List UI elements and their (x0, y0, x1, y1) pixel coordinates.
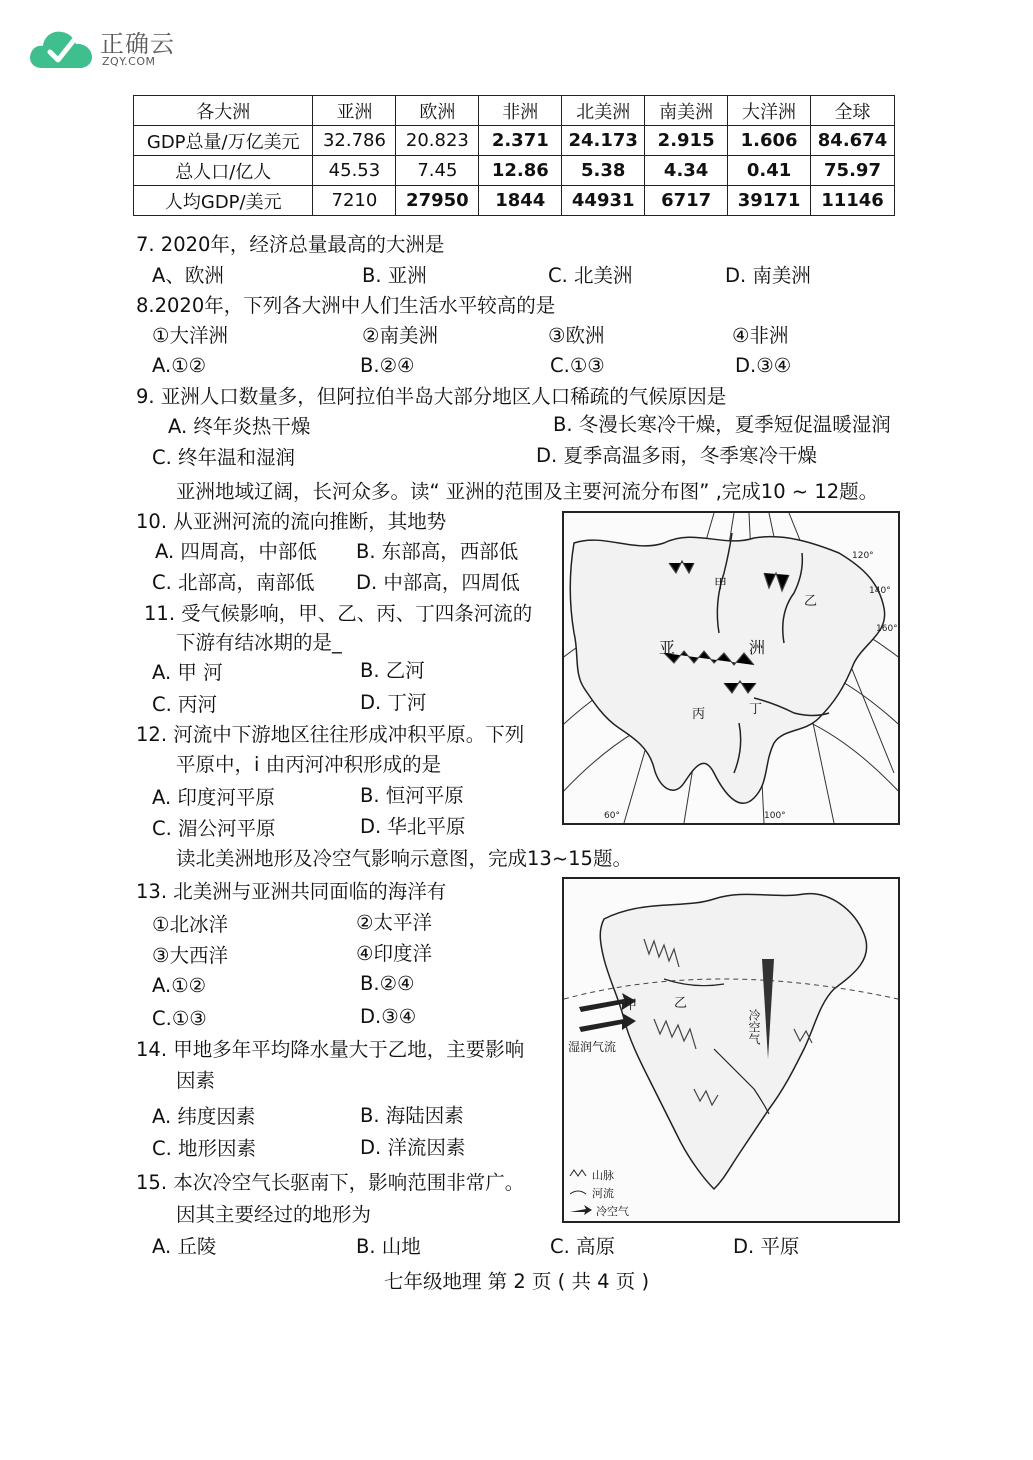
table-cell: 75.97 (811, 156, 895, 186)
asia-section-intro: 亚洲地域辽阔，长河众多。读“ 亚洲的范围及主要河流分布图” ,完成10 ~ 12题。 (176, 480, 879, 503)
tick-140: 140° (869, 586, 891, 596)
question-7-stem: 7. 2020年，经济总量最高的大洲是 (136, 233, 445, 256)
table-cell: 6717 (645, 186, 728, 216)
gdp-table (133, 95, 895, 216)
q8-item-1: ①大洋洲 (152, 324, 228, 347)
q8-option-d[interactable]: D.③④ (735, 354, 792, 377)
table-cell: 2.371 (479, 126, 562, 156)
table-cell: 1844 (479, 186, 562, 216)
map-label-bing: 丙 (692, 707, 706, 722)
q10-option-a[interactable]: A. 四周高，中部低 (155, 540, 317, 563)
asia-map-graphic (564, 513, 898, 823)
table-cell: 20.823 (396, 126, 479, 156)
table-cell: 1.606 (728, 126, 811, 156)
na-label-yi: 乙 (674, 996, 688, 1011)
q8-item-3: ③欧洲 (548, 324, 605, 347)
north-america-map (562, 877, 900, 1223)
na-label-jia: 甲 (624, 998, 638, 1013)
legend-mountain: 山脉 (592, 1169, 614, 1182)
table-cell: 45.53 (313, 156, 396, 186)
table-cell: 27950 (396, 186, 479, 216)
question-11-stem: 11. 受气候影响，甲、乙、丙、丁四条河流的 (144, 602, 533, 625)
q13-item-1: ①北冰洋 (152, 913, 228, 936)
q10-option-c[interactable]: C. 北部高，南部低 (152, 571, 315, 594)
map-label-jia: 甲 (714, 577, 728, 592)
question-15-stem-cont: 因其主要经过的地形为 (176, 1203, 372, 1226)
q8-option-c[interactable]: C.①③ (550, 354, 605, 377)
q9-option-a[interactable]: A. 终年炎热干燥 (168, 415, 311, 438)
q12-option-a[interactable]: A. 印度河平原 (152, 786, 275, 809)
q7-option-a[interactable]: A、欧洲 (152, 264, 224, 287)
row-label: 总人口/亿人 (134, 156, 313, 186)
q8-option-a[interactable]: A.①② (152, 354, 207, 377)
table-header: 各大洲 (134, 96, 313, 126)
q13-option-b[interactable]: B.②④ (360, 972, 415, 995)
q11-option-c[interactable]: C. 丙河 (152, 693, 218, 716)
tick-160: 160° (876, 624, 898, 634)
legend-river: 河流 (592, 1187, 614, 1200)
q15-option-d[interactable]: D. 平原 (733, 1235, 800, 1258)
table-row (134, 126, 895, 156)
table-header-row (134, 96, 895, 126)
page-footer: 七年级地理 第 2 页 ( 共 4 页 ) (383, 1270, 650, 1293)
question-8-stem: 8.2020年，下列各大洲中人们生活水平较高的是 (136, 294, 556, 317)
q15-option-c[interactable]: C. 高原 (550, 1235, 616, 1258)
table-cell: 11146 (811, 186, 895, 216)
q12-option-c[interactable]: C. 湄公河平原 (152, 817, 276, 840)
q11-option-b[interactable]: B. 乙河 (360, 659, 425, 682)
question-10-stem: 10. 从亚洲河流的流向推断，其地势 (136, 510, 447, 533)
table-cell: 4.34 (645, 156, 728, 186)
question-12-stem-cont: 平原中，i 由丙河冲积形成的是 (176, 753, 442, 776)
q13-option-d[interactable]: D.③④ (360, 1005, 417, 1028)
table-row (134, 186, 895, 216)
question-15-stem: 15. 本次冷空气长驱南下，影响范围非常广。 (136, 1171, 525, 1194)
table-header: 非洲 (479, 96, 562, 126)
table-header: 南美洲 (645, 96, 728, 126)
q15-option-a[interactable]: A. 丘陵 (152, 1235, 217, 1258)
table-cell: 32.786 (313, 126, 396, 156)
question-14-stem: 14. 甲地多年平均降水量大于乙地，主要影响 (136, 1038, 525, 1061)
question-12-stem: 12. 河流中下游地区往往形成冲积平原。下列 (136, 723, 525, 746)
na-section-intro: 读北美洲地形及冷空气影响示意图，完成13~15题。 (176, 847, 632, 870)
table-header: 全球 (811, 96, 895, 126)
q13-item-4: ④印度洋 (356, 942, 432, 965)
q14-option-d[interactable]: D. 洋流因素 (360, 1136, 466, 1159)
question-11-stem-cont: 下游有结冰期的是_ (176, 631, 342, 654)
tick-60: 60° (604, 811, 620, 821)
table-cell: 5.38 (562, 156, 645, 186)
map-label-zhou: 洲 (749, 638, 766, 657)
table-cell: 24.173 (562, 126, 645, 156)
q13-item-3: ③大西洋 (152, 944, 228, 967)
q13-item-2: ②太平洋 (356, 911, 432, 934)
q15-option-b[interactable]: B. 山地 (356, 1235, 421, 1258)
q11-option-a[interactable]: A. 甲 河 (152, 661, 223, 684)
q11-option-d[interactable]: D. 丁河 (360, 691, 427, 714)
table-row (134, 156, 895, 186)
na-label-humid: 湿润气流 (568, 1040, 617, 1054)
q14-option-b[interactable]: B. 海陆因素 (360, 1104, 464, 1127)
q10-option-b[interactable]: B. 东部高，西部低 (356, 540, 519, 563)
map-label-ya: 亚 (659, 638, 676, 657)
q7-option-d[interactable]: D. 南美洲 (725, 264, 811, 287)
q12-option-d[interactable]: D. 华北平原 (360, 815, 466, 838)
q13-option-a[interactable]: A.①② (152, 974, 207, 997)
legend-cold-air: 冷空气 (596, 1205, 629, 1218)
q9-option-b[interactable]: B. 冬漫长寒冷干燥，夏季短促温暖湿润 (553, 413, 891, 436)
q7-option-b[interactable]: B. 亚洲 (362, 264, 427, 287)
question-13-stem: 13. 北美洲与亚洲共同面临的海洋有 (136, 880, 447, 903)
question-14-stem-cont: 因素 (176, 1069, 216, 1092)
q8-item-2: ②南美洲 (362, 324, 438, 347)
q14-option-a[interactable]: A. 纬度因素 (152, 1105, 256, 1128)
map-label-ding: 丁 (749, 702, 763, 717)
q12-option-b[interactable]: B. 恒河平原 (360, 784, 464, 807)
q10-option-d[interactable]: D. 中部高，四周低 (356, 571, 520, 594)
table-header: 北美洲 (562, 96, 645, 126)
tick-100: 100° (764, 811, 786, 821)
table-cell: 2.915 (645, 126, 728, 156)
table-cell: 7210 (313, 186, 396, 216)
table-cell: 0.41 (728, 156, 811, 186)
table-header: 大洋洲 (728, 96, 811, 126)
logo-name-cn: 正确云 (100, 30, 175, 58)
table-cell: 84.674 (811, 126, 895, 156)
cloud-check-icon (28, 22, 96, 74)
asia-river-map (562, 511, 900, 825)
na-map-legend (570, 1169, 629, 1218)
q9-option-d[interactable]: D. 夏季高温多雨，冬季寒冷干燥 (536, 444, 817, 467)
q14-option-c[interactable]: C. 地形因素 (152, 1137, 257, 1160)
q13-option-c[interactable]: C.①③ (152, 1007, 207, 1030)
q9-option-c[interactable]: C. 终年温和湿润 (152, 446, 296, 469)
table-cell: 7.45 (396, 156, 479, 186)
q8-item-4: ④非洲 (732, 324, 789, 347)
q7-option-c[interactable]: C. 北美洲 (548, 264, 633, 287)
row-label: 人均GDP/美元 (134, 186, 313, 216)
logo-name-en: ZQY.COM (102, 55, 156, 68)
q8-option-b[interactable]: B.②④ (360, 354, 415, 377)
table-header: 欧洲 (396, 96, 479, 126)
na-map-graphic (564, 879, 898, 1221)
question-9-stem: 9. 亚洲人口数量多，但阿拉伯半岛大部分地区人口稀疏的气候原因是 (136, 385, 727, 408)
tick-120: 120° (852, 551, 874, 561)
na-label-cold: 冷空气 (747, 1009, 761, 1045)
map-label-yi: 乙 (804, 594, 818, 609)
row-label: GDP总量/万亿美元 (134, 126, 313, 156)
table-cell: 39171 (728, 186, 811, 216)
table-cell: 44931 (562, 186, 645, 216)
table-cell: 12.86 (479, 156, 562, 186)
table-header: 亚洲 (313, 96, 396, 126)
logo (28, 22, 208, 74)
